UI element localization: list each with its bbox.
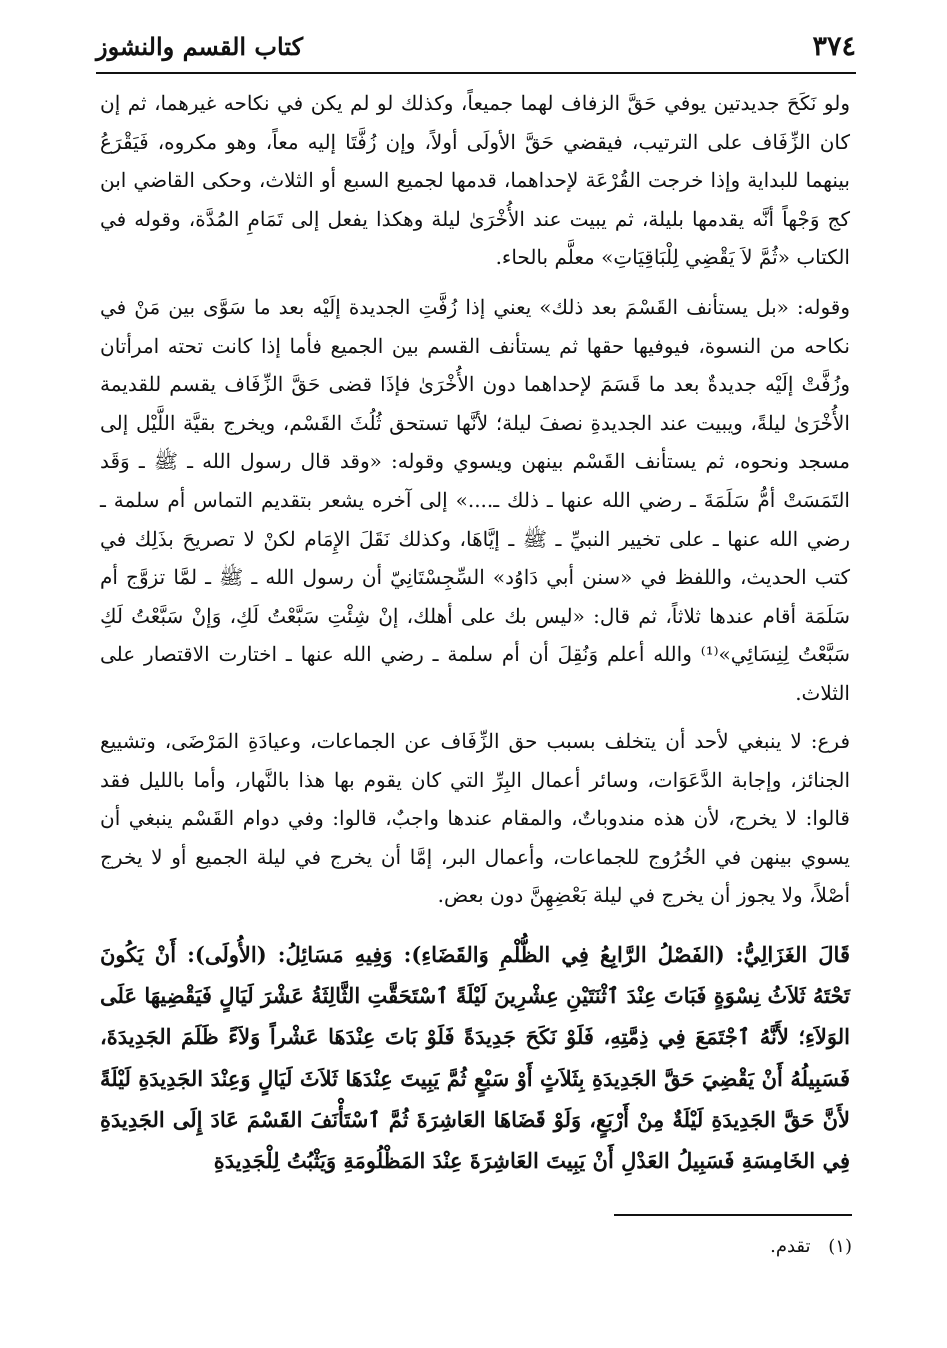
page-header bbox=[96, 30, 856, 66]
paragraph-1: ولو نَكَحَ جديدتين يوفي حَقَّ الزفاف لهما جميعاً، وكذلك لو لم يكن في نكاحه غيرهما، ثم إن كان الزِّفَاف على الترتيب، فيقضي حَقَّ الأولَى أولاً، وإن زُفَّتَا إليه معاً، وهو مكروه، فَيَقْرَعُ بينهما للبداية وإذا خرجت القُرْعَة لإحداهما، قدمها لجميع السبع أو الثلاث، وحكى القاضي ابن كج وَجْهاً أنَّه يقدمها بليلة، ثم يبيت عند الأُخْرَىٰ ليلة وهكذا يفعل إلى تَمَامِ المُدَّة، وقوله في الكتاب «ثُمَّ لاَ يَقْضِي لِلْبَاقِيَاتِ» معلَّم بالحاء. bbox=[100, 91, 850, 270]
footnote bbox=[770, 1234, 852, 1260]
footnote-marker: (١) bbox=[828, 1236, 852, 1257]
page-number: ٣٧٤ bbox=[812, 31, 856, 62]
footnote-divider bbox=[614, 1214, 852, 1216]
header-divider bbox=[96, 72, 856, 74]
footnote-text: تقدم. bbox=[770, 1236, 811, 1257]
paragraph-2: وقوله: «بل يستأنف القَسْمَ بعد ذلك» يعني إذا زُفَّتِ الجديدة إلَيْه بعد ما سَوَّى بين مَنْ في نكاحه من النسوة، فيوفيها حقها ثم يستأنف القسم بين الجميع فأما إذا كانت تحته امرأتان وزُفَّتْ إلَيْه جديدةٌ بعد ما قَسَمَ لإحداهما دون الأُخْرَىٰ فإذَا قضى حَقَّ الزِّفَاف يقسم للقديمة الأُخْرَىٰ ليلةً، ويبيت عند الجديدةِ نصفَ ليلة؛ لأنَّها تستحق ثُلُثَ القَسْم، ويخرج بقيَّة اللَّيْل إلى مسجد ونحوه، ثم يستأنف القَسْم بينهن ويسوي وقوله: «وقد قال رسول الله ـ ﷺ ـ وَقَد التَمَسَتْ أمُّ سَلَمَةَ ـ رضي الله عنها ـ ذلك ـ....» إلى آخره يشعر بتقديم التماس أم سلمة ـ رضي الله عنها ـ على تخيير النبيِّ ـ ﷺ ـ إيَّاهَا، وكذلك نَقَلَ الإِمَام لكنْ لا تصريحَ بذَلِك في كتب الحديث، واللفظ في «سنن أبي دَاوُد» السِّجِسْتَانِيّ أن رسول الله ـ ﷺ ـ لمَّا تزوَّج أم سَلَمَة أقام عندها ثلاثاً، ثم قال: «ليس بك على أهلك، إنْ شِئْتِ سَبَّعْتُ لَكِ، وَإنْ سَبَّعْتُ لَكِ سَبَّعْتُ لِنِسَائِي»⁽¹⁾ والله أعلم وَنُقِلَ أن أم سلمة ـ رضي الله عنها ـ اختارت الاقتصار على الثلاث. bbox=[100, 295, 850, 705]
paragraph-4: قَالَ الغَزَالِيُّ: (الفَصْلُ الرَّابِعُ فِي الظُّلْمِ وَالقَضَاءِ): وَفِيهِ مَسَائِلُ: (الأُولَى): أَنْ يَكُونَ تَحْتَهُ ثَلاَثُ نِسْوَةٍ فَبَاتَ عِنْدَ ٱثْنَتَيْنِ عِشْرِينَ لَيْلَةً ٱسْتَحَقَّتِ الثَّالِثَةُ عَشْرَ لَيَالٍ فَيَقْضِيهَا عَلَى الوَلاَءِ؛ لأَنَّهُ ٱجْتَمَعَ فِي ذِمَّتِهِ، فَلَوْ نَكَحَ جَدِيدَةً فَلَوْ بَاتَ عِنْدَهَا عَشْراً وَلاَءً ظَلَمَ الجَدِيدَةَ، فَسَبِيلُهُ أَنْ يَقْضِيَ حَقَّ الجَدِيدَةِ بِثَلاَثٍ أَوْ سَبْعٍ ثُمَّ يَبِيتَ عِنْدَهَا ثَلاَثَ لَيَالٍ وَعِنْدَ الجَدِيدَةِ لَيْلَةً لأَنَّ حَقَّ الجَدِيدَةِ لَيْلَةٌ مِنْ أَرْبَعٍ، وَلَوْ قَضَاهَا العَاشِرَةَ ثُمَّ ٱسْتَأْنَفَ القَسْمَ عَادَ إِلَى الجَدِيدَةِ فِي الخَامِسَةِ فَسَبِيلُ العَدْلِ أَنْ يَبِيتَ العَاشِرَةَ عِنْدَ المَظْلُومَةِ وَيَثْبُتُ لِلْجَدِيدَةِ bbox=[100, 942, 850, 1174]
paragraph-3: فرع: لا ينبغي لأحد أن يتخلف بسبب حق الزِّفَاف عن الجماعات، وعيادَةِ المَرْضَى، وتشييع الجنائز، وإجابة الدَّعَوَات، وسائر أعمال البِرِّ التي كان يقوم بها هذا بالنَّهار، وأما بالليل فقد قالوا: لا يخرج، لأن هذه مندوباتٌ، والمقام عندها واجبٌ، قالوا: وفي دوام القَسْم ينبغي أن يسوي بينهن في الخُرُوج للجماعات، وأعمال البر، إمَّا أن يخرج في ليلة الجميع أو لا يخرج أصْلاً، ولا يجوز أن يخرج في ليلة بَعْضِهِنَّ دون بعض. bbox=[100, 729, 850, 908]
chapter-title: كتاب القسم والنشوز bbox=[96, 32, 303, 61]
